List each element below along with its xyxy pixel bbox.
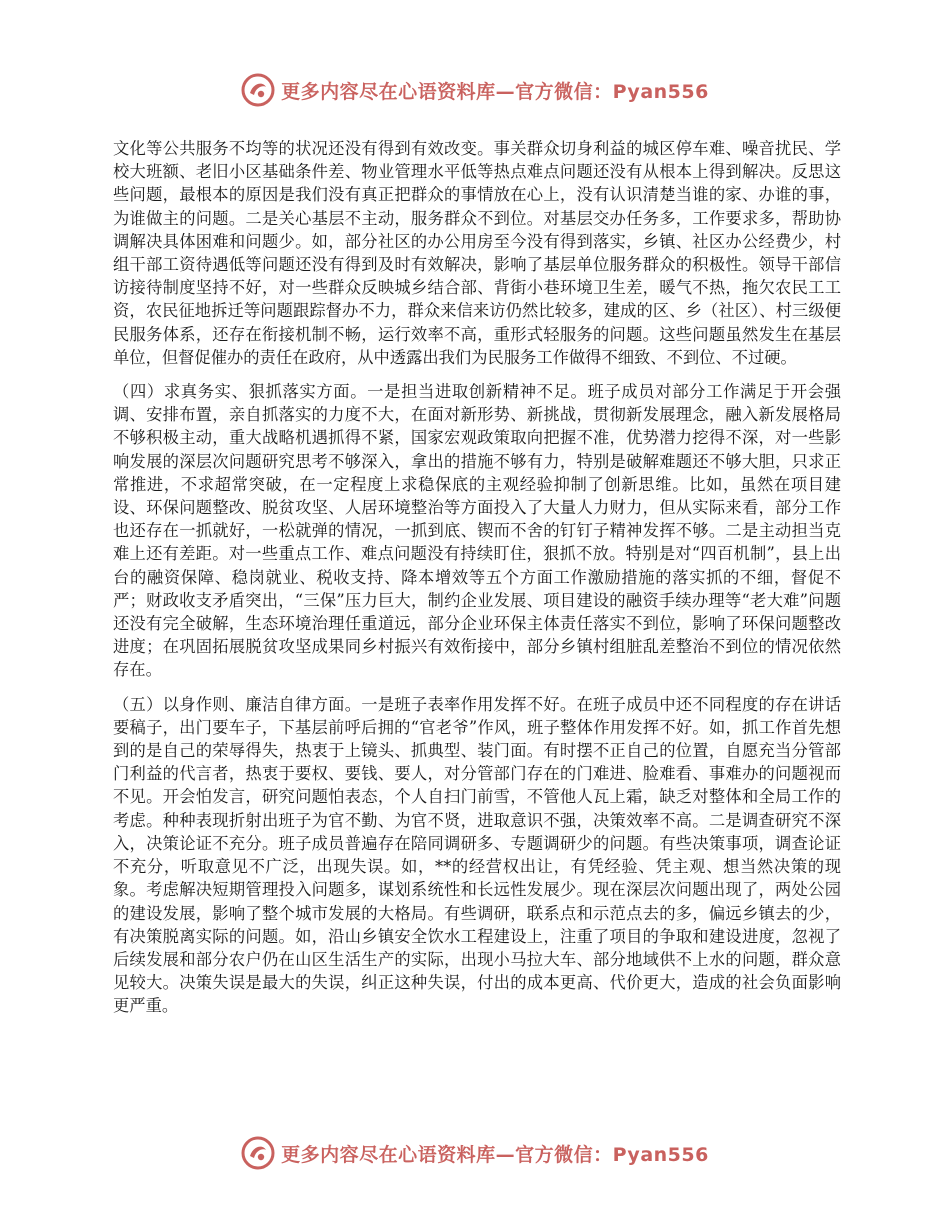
header-banner: [0, 70, 950, 110]
red-circle-logo-icon: [241, 1136, 275, 1170]
body-paragraph: （五）以身作则、廉洁自律方面。一是班子表率作用发挥不好。在班子成员中还不同程度的存在讲话要稿子，出门要车子，下基层前呼后拥的“官老爷”作风，班子整体作用发挥不好。如，抓工作首先想到的是自己的荣辱得失，热衷于上镜头、抓典型、装门面。有时摆不正自己的位置，自愿充当分管部门利益的代言者，热衷于要权、要钱、要人，对分管部门存在的门难进、脸难看、事难办的问题视而不见。开会怕发言，研究问题怕表态，个人自扫门前雪，不管他人瓦上霜，缺乏对整体和全局工作的考虑。种种表现折射出班子为官不勤、为官不贤，进取意识不强，决策效率不高。二是调查研究不深入，决策论证不充分。班子成员普遍存在陪同调研多、专题调研少的问题。有些决策事项，调查论证不充分，听取意见不广泛，出现失误。如，**的经营权出让，有凭经验、凭主观、想当然决策的现象。考虑解决短期管理投入问题多，谋划系统性和长远性发展少。现在深层次问题出现了，两处公园的建设发展，影响了整个城市发展的大格局。有些调研，联系点和示范点去的多，偏远乡镇去的少，有决策脱离实际的问题。如，沿山乡镇安全饮水工程建设上，注重了项目的争取和建设进度，忽视了后续发展和部分农户仍在山区生活生产的实际，出现小马拉大车、部分地域供不上水的问题，群众意见较大。决策失误是最大的失误，纠正这种失误，付出的成本更高、代价更大，造成的社会负面影响更严重。: [113, 694, 841, 1016]
body-paragraph: 文化等公共服务不均等的状况还没有得到有效改变。事关群众切身利益的城区停车难、噪音扰民、学校大班额、老旧小区基础条件差、物业管理水平低等热点难点问题还没有从根本上得到解决。反思这些问题，最根本的原因是我们没有真正把群众的事情放在心上，没有认识清楚当谁的家、办谁的事，为谁做主的问题。二是关心基层不主动，服务群众不到位。对基层交办任务多，工作要求多，帮助协调解决具体困难和问题少。如，部分社区的办公用房至今没有得到落实，乡镇、社区办公经费少，村组干部工资待遇低等问题还没有得到及时有效解决，影响了基层单位服务群众的积极性。领导干部信访接待制度坚持不好，对一些群众反映城乡结合部、背街小巷环境卫生差，暖气不热，拖欠农民工工资，农民征地拆迁等问题跟踪督办不力，群众来信来访仍然比较多，建成的区、乡（社区）、村三级便民服务体系，还存在衔接机制不畅，运行效率不高，重形式轻服务的问题。这些问题虽然发生在基层单位，但督促催办的责任在政府，从中透露出我们为民服务工作做得不细致、不到位、不过硬。: [113, 139, 841, 367]
footer-banner: [0, 1133, 950, 1173]
header-banner-text: 更多内容尽在心语资料库—官方微信：Pyan556: [281, 80, 709, 103]
red-circle-logo-icon: [241, 73, 275, 107]
document-body: [113, 137, 841, 1029]
footer-banner-text: 更多内容尽在心语资料库—官方微信：Pyan556: [281, 1143, 709, 1166]
body-paragraph: （四）求真务实、狠抓落实方面。一是担当进取创新精神不足。班子成员对部分工作满足于开会强调、安排布置，亲自抓落实的力度不大，在面对新形势、新挑战，贯彻新发展理念，融入新发展格局不够积极主动，重大战略机遇抓得不紧，国家宏观政策取向把握不准，优势潜力挖得不深，对一些影响发展的深层次问题研究思考不够深入，拿出的措施不够有力，特别是破解难题还不够大胆，只求正常推进，不求超常突破，在一定程度上求稳保底的主观经验抑制了创新思维。比如，虽然在项目建设、环保问题整改、脱贫攻坚、人居环境整治等方面投入了大量人力财力，但从实际来看，部分工作也还存在一抓就好，一松就弹的情况，一抓到底、锲而不舍的钉钉子精神发挥不够。二是主动担当克难上还有差距。对一些重点工作、难点问题没有持续盯住，狠抓不放。特别是对“四百机制”，县上出台的融资保障、稳岗就业、税收支持、降本增效等五个方面工作激励措施的落实抓的不细，督促不严；财政收支矛盾突出，“三保”压力巨大，制约企业发展、项目建设的融资手续办理等“老大难”问题还没有完全破解，生态环境治理任重道远，部分企业环保主体责任落实不到位，影响了环保问题整改进度；在巩固拓展脱贫攻坚成果同乡村振兴有效衔接中，部分乡镇村组脏乱差整治不到位的情况依然存在。: [113, 382, 841, 680]
